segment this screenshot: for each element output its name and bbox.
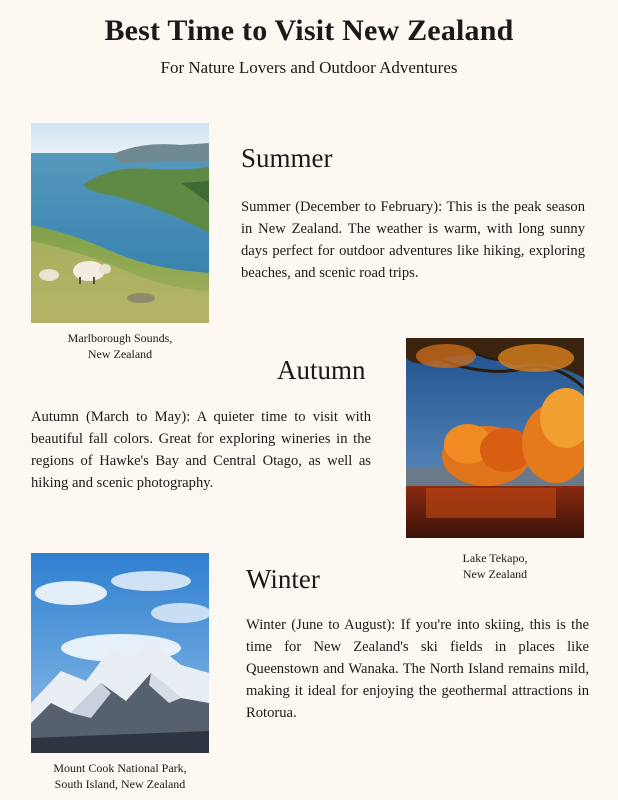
mount-cook-photo	[31, 553, 209, 753]
winter-heading: Winter	[246, 564, 320, 594]
winter-caption: Mount Cook National Park, South Island, New Zealand	[53, 761, 187, 791]
summer-text: Summer (December to February): This is the peak season in New Zealand. The weather is warm, with long sunny days perfect for outdoor adventures like hiking, exploring beaches, and scenic road trips.	[241, 199, 585, 281]
summer-caption: Marlborough Sounds, New Zealand	[67, 331, 173, 361]
autumn-heading: Autumn	[277, 355, 366, 385]
autumn-text: Autumn (March to May): A quieter time to visit with beautiful fall colors. Great for exploring wineries in the regions of Hawke's Bay and Central Otago, as well as hiking and scenic photography.	[31, 409, 371, 491]
lake-tekapo-photo	[406, 338, 584, 538]
autumn-caption: Lake Tekapo, New Zealand	[462, 551, 528, 581]
marlborough-sounds-photo	[31, 123, 209, 323]
page-title: Best Time to Visit New Zealand	[104, 14, 514, 47]
summer-heading: Summer	[241, 143, 333, 173]
page-subtitle: For Nature Lovers and Outdoor Adventures	[160, 58, 458, 77]
winter-text: Winter (June to August): If you're into skiing, this is the time for New Zealand's ski fields in places like Queenstown and Wanaka. The North Island remains mild, making it ideal for enjoying the geothermal attractions in Rotorua.	[246, 617, 589, 721]
